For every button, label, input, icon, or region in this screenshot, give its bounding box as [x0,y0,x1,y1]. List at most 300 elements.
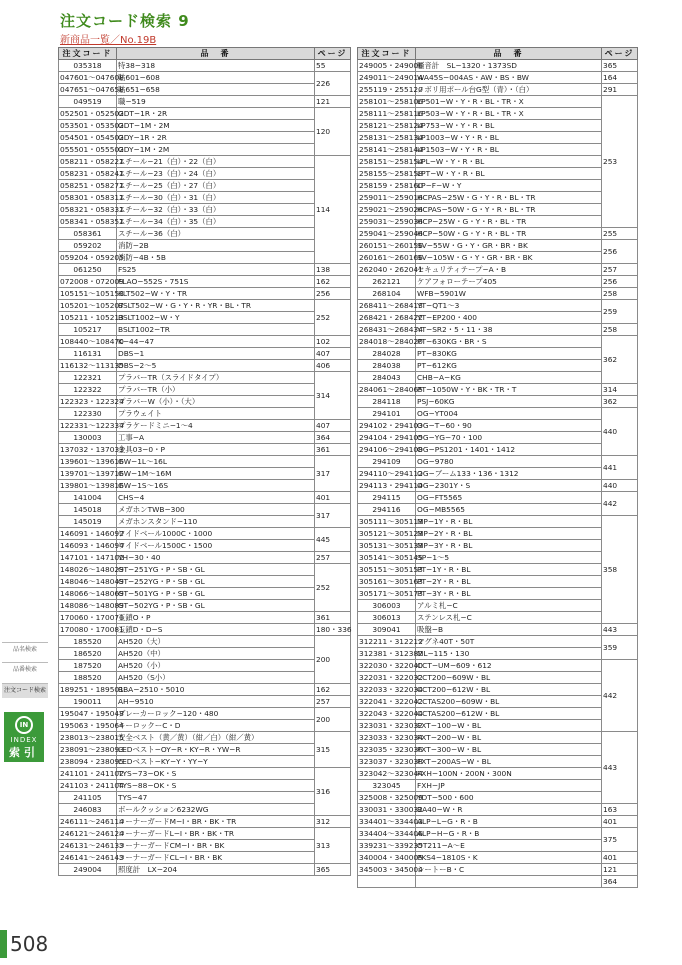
order-code-cell: 284018〜284020 [359,336,423,346]
table-row [358,396,638,408]
page-cell: 162 [315,276,351,288]
table-row [59,156,351,168]
page-cell: 252 [315,564,351,612]
product-number-cell: CCTAS200−609W・BL [416,696,602,708]
product-number-cell: AH520（中） [117,648,315,660]
order-code-cell: 258151〜258154 [359,156,423,166]
order-code-cell: 258159・258160 [359,180,423,190]
header-name: 品 番 [117,48,315,60]
page-cell: 364 [315,432,351,444]
order-code-cell: 035318 [59,60,117,72]
order-code-cell: 249005・249006 [359,60,423,70]
product-number-cell: メガホンスタンド−110 [117,516,315,528]
order-code-cell: 306013 [358,612,416,624]
product-number-cell: ノボリ用ポール台G型（青）・（白） [416,84,602,96]
product-number-cell: YT−QT1〜3 [416,300,602,312]
product-number-cell: OG−FT5565 [416,492,602,504]
order-code-cell: 325008・325009 [359,792,423,802]
product-number-cell: CCTAS200−612W・BL [416,708,602,720]
table-row [59,336,351,348]
product-number-cell: AH520（S小） [117,672,315,684]
order-code-cell: 268431〜268434 [359,324,423,334]
table-row [59,768,351,780]
product-number-cell: ボールクッション6232WG [117,804,315,816]
page-cell: 120 [315,108,351,156]
order-code-table-right [357,47,638,888]
order-code-cell: 105211・105213 [60,312,124,322]
index-logo: IN [15,716,33,734]
table-row [59,252,351,264]
order-code-cell: 268421・268422 [359,312,423,322]
table-row [59,816,351,828]
product-number-cell: FXH−JP [416,780,602,792]
order-code-cell: 122322 [59,384,117,396]
order-code-cell: 122330 [59,408,117,420]
table-row [59,804,351,816]
order-code-cell: 323042〜323044 [359,768,423,778]
product-number-cell: WA45S−004AS・AW・BS・BW [416,72,602,84]
product-number-cell: ALP−L−G・R・B [416,816,602,828]
order-code-cell: 260151〜260156 [359,240,423,250]
page-cell: 361 [315,444,351,456]
order-code-cell: 322041・322042 [359,696,423,706]
page-cell: 162 [315,684,351,696]
table-row [59,300,351,312]
product-number-cell: DBS−2〜5 [117,360,315,372]
page-cell: 257 [315,696,351,708]
table-row [358,768,638,780]
order-code-cell: 059202 [59,240,117,252]
table-row [59,288,351,300]
page-cell: 200 [315,636,351,684]
product-number-cell: KLT502−W・Y・TR [117,288,315,300]
product-number-cell: BBA−2510・5010 [117,684,315,696]
product-number-cell: FXT−100−W・BL [416,720,602,732]
order-code-cell: 195047・195048 [60,708,124,718]
product-number-cell: 工事−A [117,432,315,444]
product-number-cell: DBS−1 [117,348,315,360]
table-row [358,528,638,540]
order-code-cell: 185520 [59,636,117,648]
table-row [59,192,351,204]
table-row [59,576,351,588]
order-code-cell: 137032・137033 [60,444,124,454]
table-row [358,132,638,144]
order-code-cell: 170060・170070 [60,612,124,622]
product-number-cell: スチール−32（白）・33（白） [117,204,315,216]
table-row [358,120,638,132]
order-code-cell: 130003 [59,432,117,444]
page-cell: 362 [602,396,638,408]
table-row [358,864,638,876]
table-row [358,804,638,816]
page-cell: 252 [315,300,351,336]
page-cell: 358 [602,516,638,624]
order-code-cell: 187520 [59,660,117,672]
order-code-cell [358,876,416,888]
page-number: 508 [10,932,49,956]
page-cell: 291 [602,84,638,96]
order-code-cell: 334401〜334403 [359,816,423,826]
order-code-cell: 259011〜259016 [359,192,423,202]
table-row [358,588,638,600]
product-number-cell: LP−F−W・Y [416,180,602,192]
page-cell: 365 [602,60,638,72]
product-number-cell: BA40−W・R [416,804,602,816]
order-code-cell: 330031・330032 [359,804,423,814]
product-number-cell: TYS−88−OK・S [117,780,315,792]
order-code-cell: 047651〜047658 [60,84,124,94]
product-number-cell: ワイドベール1000C・1000 [117,528,315,540]
table-row [59,72,351,84]
table-row [358,384,638,396]
product-number-cell: ワイドベール1500C・1500 [117,540,315,552]
order-code-cell: 238094・238095 [60,756,124,766]
order-code-cell: 258141〜258144 [359,144,423,154]
order-code-cell: 058231・058241 [60,168,124,178]
page-cell: 365 [315,864,351,876]
table-row [358,168,638,180]
table-row [59,396,351,408]
order-code-cell: 259041〜259046 [359,228,423,238]
product-number-cell: コーナーガードM−I・BR・BK・TR [117,816,315,828]
order-code-cell: 284038 [358,360,416,372]
product-number-cell: FLAO−552S・751S [117,276,315,288]
table-row [59,384,351,396]
order-code-cell: 268104 [358,288,416,300]
order-code-cell: 047601〜047608 [60,72,124,82]
table-row [59,372,351,384]
table-row [358,648,638,660]
table-row [59,180,351,192]
order-code-cell: 241101・241102 [60,768,124,778]
order-code-cell: 052501・052502 [60,108,124,118]
table-row [59,432,351,444]
product-number-cell: シートーB・C [416,864,602,876]
order-code-cell: 294110〜294112 [359,468,423,478]
table-row [59,552,351,564]
page-cell: 164 [602,72,638,84]
order-code-cell: 122331〜122334 [60,420,124,430]
table-row [358,756,638,768]
table-row [59,780,351,792]
product-number-cell: OG−MB5565 [416,504,602,516]
table-row [59,600,351,612]
order-code-cell: 105201〜105207 [60,300,124,310]
order-code-cell: 246083 [59,804,117,816]
table-row [358,516,638,528]
order-code-cell: 061250 [59,264,117,276]
product-number-cell: BSLT1002−W・Y [117,312,315,324]
product-number-cell: 吸盤−B [416,624,602,636]
product-number-cell: スチール−21（白）・22（白） [117,156,315,168]
page-title: 注文コード検索 9 [60,12,190,30]
product-number-cell: スチール−25（白）・27（白） [117,180,315,192]
product-number-cell: MP−3Y・R・BL [416,540,602,552]
page-cell: 442 [602,660,638,732]
order-code-cell: 053501・053502 [60,120,124,130]
order-code-cell: 139801〜139816 [60,480,124,490]
table-row [358,240,638,252]
table-row [59,852,351,864]
table-row [358,204,638,216]
page-cell: 257 [315,552,351,564]
product-number-cell: プラウェイト [117,408,315,420]
table-row [59,720,351,732]
order-code-cell: 255119・255120 [359,84,423,94]
table-row [358,324,638,336]
product-number-cell: OG−2301Y・S [416,480,602,492]
product-number-cell: CCT200−612W・BL [416,684,602,696]
order-code-cell: 148086〜148089 [60,600,124,610]
product-number-cell: LP1503−W・Y・R・BL [416,144,602,156]
order-code-cell: 259031〜259036 [359,216,423,226]
order-code-cell: 141004 [59,492,117,504]
table-row [358,336,638,348]
order-code-cell: 058361 [59,228,117,240]
page-cell: 440 [602,408,638,456]
product-number-cell: FXT−200−W・BL [416,732,602,744]
order-code-cell: 258121〜258124 [359,120,423,130]
product-number-cell: GW−1L〜16L [117,456,315,468]
order-code-cell: 246131〜246133 [60,840,124,850]
table-row [358,492,638,504]
product-number-cell: ステンレス札−C [416,612,602,624]
table-row [59,540,351,552]
order-code-cell: 294113・294114 [359,480,423,490]
page-cell: 441 [602,456,638,480]
product-number-cell: メガホンTWB−300 [117,504,315,516]
product-number-cell: 騒音計 SL−1320・1373SD [416,60,602,72]
page-cell: 314 [602,384,638,396]
order-code-cell: 284028 [358,348,416,360]
order-code-cell: 145018 [59,504,117,516]
order-code-cell: 055501・055502 [60,144,124,154]
table-row [59,660,351,672]
page-cell: 163 [602,804,638,816]
product-number-cell: SP−1〜5 [416,552,602,564]
table-row [358,144,638,156]
table-row [358,852,638,864]
product-number-cell: 貼601−608 [117,72,315,84]
header-name: 品 番 [416,48,602,60]
product-number-cell: OG−PS1201・1401・1412 [416,444,602,456]
table-row [59,480,351,492]
table-row [358,444,638,456]
product-number-cell: ALP−H−G・R・B [416,828,602,840]
product-number-cell: マグネ40T・50T [416,636,602,648]
table-row [358,60,638,72]
table-row [358,708,638,720]
order-code-cell: 139701〜139716 [60,468,124,478]
header-code: 注文コード [59,48,117,60]
order-code-cell: 148026〜148029 [60,564,124,574]
order-code-cell: 188520 [59,672,117,684]
page-cell: 121 [602,864,638,876]
product-number-cell: PT−1Y・R・BL [416,564,602,576]
product-number-cell: MP−1Y・R・BL [416,516,602,528]
order-code-cell: 305161〜305163 [359,576,423,586]
order-code-cell: 294116 [358,504,416,516]
page-cell: 407 [315,348,351,360]
product-number-cell: コーナーガードCL−I・BR・BK [117,852,315,864]
page-cell: 442 [602,492,638,516]
side-tab-product-number[interactable]: 品番検索 [2,662,48,677]
table-row [59,360,351,372]
side-tab-product-name[interactable]: 品名検索 [2,642,48,657]
order-code-cell: 105217 [59,324,117,336]
page-cell: 401 [602,852,638,864]
page-cell: 226 [315,72,351,96]
table-row [358,96,638,108]
index-badge[interactable] [4,712,44,762]
table-row [358,276,638,288]
order-code-cell: 054501・054502 [60,132,124,142]
order-code-cell: 262121 [358,276,416,288]
table-row [59,456,351,468]
product-number-cell: ケアフォローテープ405 [416,276,602,288]
order-code-cell: 322033・322034 [359,684,423,694]
order-code-cell: 284043 [358,372,416,384]
order-code-cell: 259021〜259026 [359,204,423,214]
order-code-cell: 249004 [59,864,117,876]
table-row [59,264,351,276]
product-number-cell: FS25 [117,264,315,276]
table-row [358,252,638,264]
table-row [59,312,351,324]
table-row [358,684,638,696]
order-code-cell: 058211・058221 [60,156,124,166]
page-cell: 259 [602,300,638,324]
order-code-cell: 262040・262041 [359,264,423,274]
product-number-cell: YT−EP200・400 [416,312,602,324]
order-code-cell: 148066〜148069 [60,588,124,598]
page-cell: 314 [315,372,351,420]
table-row [358,72,638,84]
page-cell: 313 [315,828,351,864]
product-number-cell: WFB−5901W [416,288,602,300]
table-row [59,528,351,540]
order-code-cell: 323035・323036 [359,744,423,754]
page-cell: 361 [315,612,351,624]
product-number-cell: HCP−25W・G・Y・R・BL・TR [416,216,602,228]
table-row [358,672,638,684]
order-code-cell: 268411〜268413 [359,300,423,310]
table-row [358,732,638,744]
order-code-cell: 294109 [358,456,416,468]
product-number-cell: FXT−200AS−W・BL [416,756,602,768]
product-number-cell: GT−501YG・P・SB・GL [117,588,315,600]
product-number-cell: 消防−2B [117,240,315,252]
table-row [59,672,351,684]
order-code-cell: 322031・322032 [359,672,423,682]
product-number-cell: LP1003−W・Y・R・BL [416,132,602,144]
side-tab-order-code[interactable]: 注文コード検索 [2,683,48,698]
page-cell: 180・336 [316,624,352,634]
order-code-cell: 108440〜108470 [60,336,124,346]
order-code-cell: 146091・146092 [60,528,124,538]
table-row [358,432,638,444]
table-row [59,324,351,336]
product-number-cell: CCT200−609W・BL [416,672,602,684]
product-number-cell: ブレーカーロック−120・480 [117,708,315,720]
order-code-cell: 072008・072009 [60,276,124,286]
product-number-cell: SV−55W・G・Y・GR・BR・BK [416,240,602,252]
order-code-cell: 122321 [59,372,117,384]
table-row [59,216,351,228]
order-code-cell: 294106〜294108 [359,444,423,454]
order-code-cell: 148046〜148049 [60,576,124,586]
order-code-cell: 309041 [358,624,416,636]
product-number-cell: 金具03−0・P [117,444,315,456]
order-code-cell: 322030・322040 [359,660,423,670]
product-number-cell: TYS−73−OK・S [117,768,315,780]
table-row [59,612,351,624]
table-row [358,624,638,636]
order-code-cell: 305141〜305145 [359,552,423,562]
header-page: ページ [315,48,351,60]
order-code-cell: 058301・058311 [60,192,124,202]
order-code-cell: 241105 [59,792,117,804]
page-cell: 114 [315,156,351,264]
product-number-cell: コーナーガードCM−I・BR・BK [117,840,315,852]
table-row [358,552,638,564]
table-row [358,360,638,372]
table-row [358,480,638,492]
order-code-cell: 294102・294103 [359,420,423,430]
product-number-cell: セキュリティテープ−A・B [416,264,602,276]
page-cell: 102 [315,336,351,348]
table-row [59,144,351,156]
table-row [358,696,638,708]
order-code-cell: 146093・146094 [60,540,124,550]
product-number-cell: プラケードミニ−1〜4 [117,420,315,432]
product-number-cell: PT−830KG [416,348,602,360]
table-row [59,840,351,852]
table-row [358,288,638,300]
page-cell: 317 [315,456,351,492]
product-number-cell: LPL−W・Y・R・BL [416,156,602,168]
page-cell: 138 [315,264,351,276]
order-code-cell: 058321・058331 [60,204,124,214]
table-row [358,780,638,792]
table-row [358,264,638,276]
table-row [358,564,638,576]
order-code-cell: 284061〜284065 [359,384,423,394]
product-number-cell: LP503−W・Y・R・BL・TR・X [416,108,602,120]
product-number-cell: スチール−23（白）・24（白） [117,168,315,180]
product-number-cell: AH520（小） [117,660,315,672]
table-row [59,792,351,804]
order-code-cell: 122323・122324 [60,396,124,406]
table-row [358,612,638,624]
product-number-cell: AH−9510 [117,696,315,708]
table-row [358,504,638,516]
header-code: 注文コード [358,48,416,60]
order-code-cell: 116131 [59,348,117,360]
product-number-cell: キーロックーC・D [117,720,315,732]
product-number-cell: TYS−47 [117,792,315,804]
table-row [358,228,638,240]
product-number-cell: 消防−4B・5B [117,252,315,264]
page-cell: 315 [315,732,351,768]
product-number-cell: LEDベスト−KY−Y・YY−Y [117,756,315,768]
order-code-cell: 058251・058271 [60,180,124,190]
order-code-cell: 323037・323038 [359,756,423,766]
order-code-cell: 241103・241104 [60,780,124,790]
product-number-cell: FXT−300−W・BL [416,744,602,756]
table-row [59,744,351,756]
